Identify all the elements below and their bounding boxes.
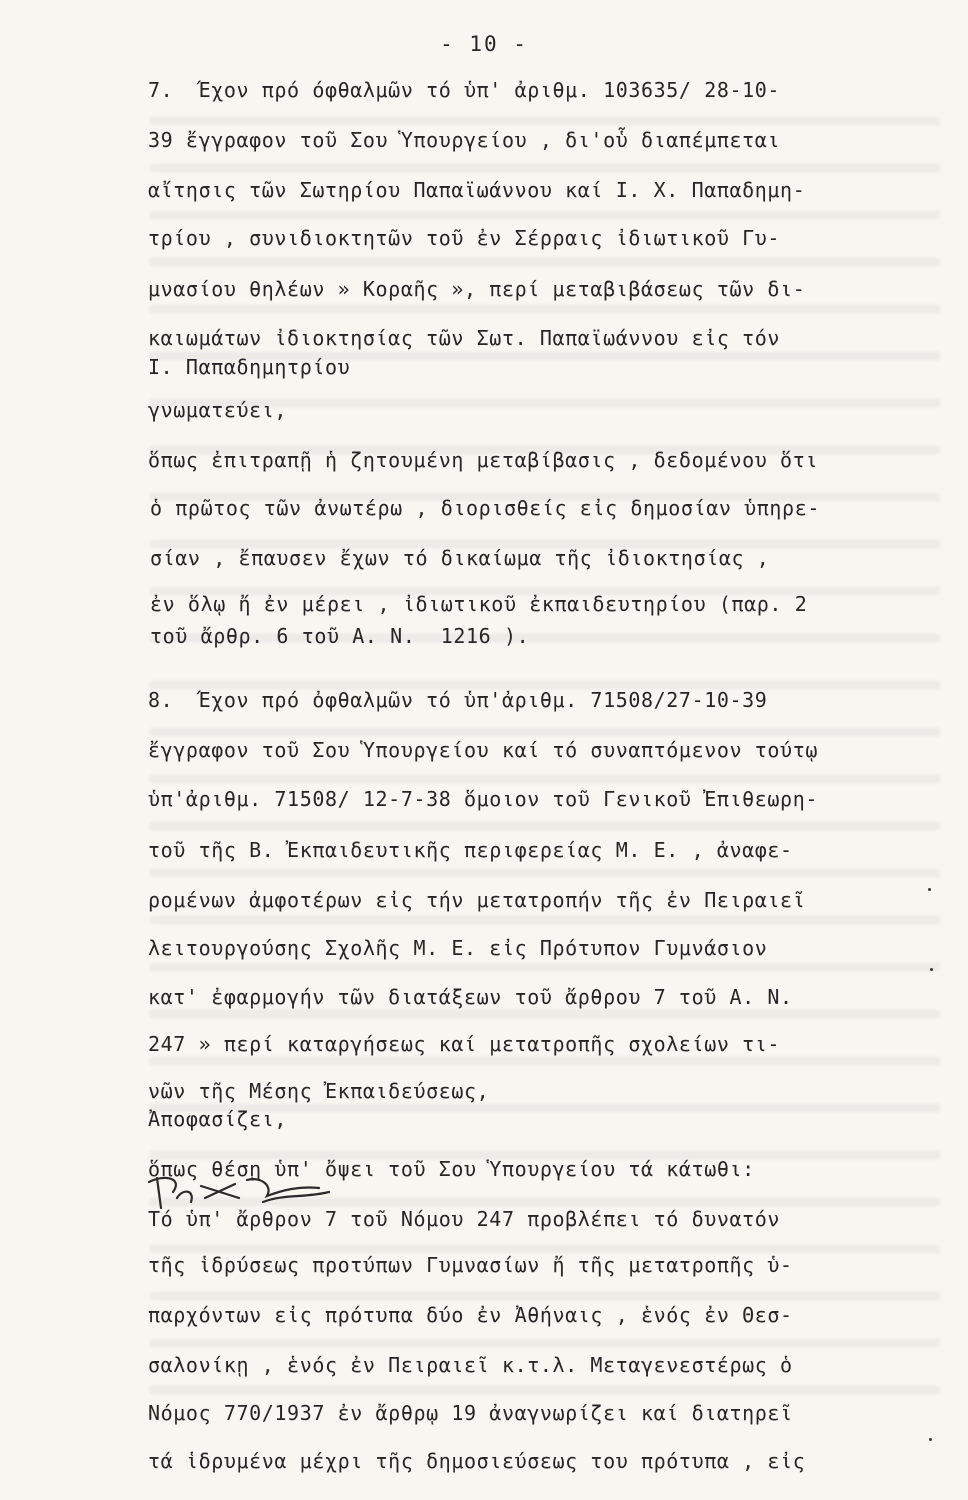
margin-dot xyxy=(930,968,933,971)
text-line: παρχόντων εἰς πρότυπα δύο ἐν Ἀθήναις , ἑνός ἐν Θεσ- xyxy=(148,1303,793,1327)
text-line: ἔγγραφον τοῦ Σου Ὑπουργείου καί τό συναπτόμενον τούτῳ xyxy=(148,738,818,762)
text-line: 39 ἔγγραφον τοῦ Σου Ὑπουργείου , δι'οὗ διαπέμπεται xyxy=(148,128,781,152)
margin-dot xyxy=(929,1438,932,1441)
text-line: σίαν , ἔπαυσεν ἔχων τό δικαίωμα τῆς ἰδιοκτησίας , xyxy=(150,546,770,570)
text-line: λειτουργούσης Σχολῆς Μ. Ε. εἰς Πρότυπον Γυμνάσιον xyxy=(148,936,768,960)
page-number: - 10 - xyxy=(440,32,528,56)
text-line: ὁ πρῶτος τῶν ἀνωτέρω , διορισθείς εἰς δημοσίαν ὑπηρε- xyxy=(150,496,820,520)
text-line: ὅπως ἐπιτραπῇ ἡ ζητουμένη μεταβίβασις , δεδομένου ὅτι xyxy=(148,448,818,472)
text-line: ὑπ'ἀριθμ. 71508/ 12-7-38 ὅμοιον τοῦ Γενικοῦ Ἐπιθεωρη- xyxy=(148,787,818,811)
text-line: κατ' ἐφαρμογήν τῶν διατάξεων τοῦ ἄρθρου 7 τοῦ Α. Ν. xyxy=(148,985,793,1009)
text-line: νῶν τῆς Μέσης Ἐκπαιδεύσεως, xyxy=(148,1079,490,1103)
text-line: αἴτησις τῶν Σωτηρίου Παπαϊωάννου καί Ι. Χ. Παπαδημη- xyxy=(148,178,806,202)
text-line: τῆς ἱδρύσεως προτύπων Γυμνασίων ἤ τῆς μετατροπῆς ὑ- xyxy=(148,1253,793,1277)
text-line: Νόμος 770/1937 ἐν ἄρθρῳ 19 ἀναγνωρίζει καί διατηρεῖ xyxy=(148,1401,793,1425)
text-line: Ἀποφασίζει, xyxy=(148,1107,288,1131)
text-line: τοῦ τῆς Β. Ἐκπαιδευτικῆς περιφερείας Μ. Ε. , ἀναφε- xyxy=(148,838,793,862)
text-line: Ι. Παπαδημητρίου xyxy=(148,355,351,379)
text-line: ρομένων ἀμφοτέρων εἰς τήν μετατροπήν τῆς ἐν Πειραιεῖ xyxy=(148,888,806,912)
text-line: τοῦ ἄρθρ. 6 τοῦ Α. Ν. 1216 ). xyxy=(150,624,530,648)
text-line: σαλονίκῃ , ἑνός ἐν Πειραιεῖ κ.τ.λ. Μεταγενεστέρως ὁ xyxy=(148,1353,793,1377)
text-line: 247 » περί καταργήσεως καί μετατροπῆς σχολείων τι- xyxy=(148,1032,781,1056)
margin-dot xyxy=(928,888,931,891)
text-line: μνασίου θηλέων » Κοραῆς », περί μεταβιβάσεως τῶν δι- xyxy=(148,277,806,301)
text-line: ὅπως θέσῃ ὑπ' ὄψει τοῦ Σου Ὑπουργείου τά κάτωθι: xyxy=(148,1157,755,1181)
text-line: 7. Έχον πρό όφθαλμῶν τό ὑπ' ἀριθμ. 103635/ 28-10- xyxy=(148,78,781,102)
text-line: 8. Έχον πρό ὀφθαλμῶν τό ὑπ'ἀριθμ. 71508/27-10-39 xyxy=(148,688,768,712)
handwritten-correction-mark xyxy=(143,1168,343,1214)
text-line: γνωματεύει, xyxy=(148,398,288,422)
text-line: Τό ὑπ' ἄρθρον 7 τοῦ Νόμου 247 προβλέπει τό δυνατόν xyxy=(148,1207,781,1231)
text-line: καιωμάτων ἰδιοκτησίας τῶν Σωτ. Παπαϊωάννου εἰς τόν xyxy=(148,326,781,350)
text-line: ἐν ὅλῳ ἤ ἐν μέρει , ἰδιωτικοῦ ἐκπαιδευτηρίου (παρ. 2 xyxy=(150,592,808,616)
text-line: τά ἱδρυμένα μέχρι τῆς δημοσιεύσεως του πρότυπα , εἰς xyxy=(148,1449,806,1473)
text-line: τρίου , συνιδιοκτητῶν τοῦ ἐν Σέρραις ἰδιωτικοῦ Γυ- xyxy=(148,226,781,250)
